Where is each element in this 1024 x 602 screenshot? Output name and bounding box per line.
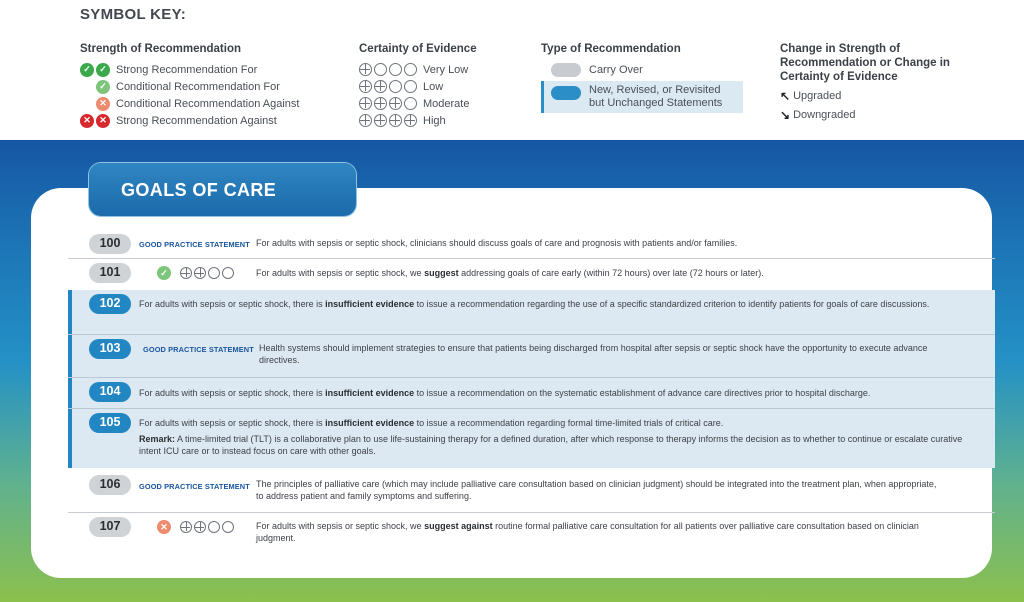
certainty-circles-icon <box>359 97 417 110</box>
strength-key-item <box>80 95 299 112</box>
recommendation-row <box>68 290 995 334</box>
check-icon: ✓ <box>80 63 94 77</box>
strength-label: Strong Recommendation For <box>116 63 258 76</box>
recommendation-number: 104 <box>89 382 131 402</box>
recommendation-number: 105 <box>89 413 131 433</box>
recommendation-text: For adults with sepsis or septic shock, there is insufficient evidence to issue a recommendation on the systematic establishment of advance care directives prior to hospital discharge. <box>139 388 871 398</box>
upgraded-label: Upgraded <box>793 89 842 102</box>
section-tab <box>89 163 356 216</box>
certainty-key-item <box>359 112 477 129</box>
recommendation-row <box>68 516 995 550</box>
symbol-key <box>0 0 1024 140</box>
type-heading: Type of Recommendation <box>541 43 681 55</box>
good-practice-label: GOOD PRACTICE STATEMENT <box>139 482 250 491</box>
certainty-key <box>359 42 477 129</box>
recommendation-row <box>68 262 995 286</box>
certainty-circles-icon <box>180 521 234 533</box>
section-title: GOALS OF CARE <box>121 180 277 200</box>
recommendation-text: For adults with sepsis or septic shock, there is insufficient evidence to issue a recommendation regarding formal time-limited trials of critical care. <box>139 418 724 428</box>
row-divider <box>68 258 995 259</box>
change-key <box>780 42 970 123</box>
upgraded-item <box>780 87 970 104</box>
recommendation-number: 102 <box>89 294 131 314</box>
carry-over-swatch <box>551 63 581 77</box>
certainty-circles-icon <box>359 63 417 76</box>
certainty-heading: Certainty of Evidence <box>359 43 477 55</box>
recommendation-number: 107 <box>89 517 131 537</box>
remark-text: Remark: A time-limited trial (TLT) is a collaborative plan to use life-sustaining therapy for a defined duration, after which response to therapy informs the decision as to whether to continue or escalate curative intent ICU care or to instead focus on care with other goals. <box>139 434 963 456</box>
x-icon: ✕ <box>80 114 94 128</box>
new-revised-item <box>541 81 743 113</box>
x-icon: ✕ <box>96 114 110 128</box>
recommendation-row <box>68 474 995 510</box>
row-divider <box>68 512 995 513</box>
certainty-circles-icon <box>359 80 417 93</box>
recommendation-number: 101 <box>89 263 131 283</box>
new-revised-swatch <box>551 86 581 100</box>
strength-label: Conditional Recommendation For <box>116 80 280 93</box>
recommendation-row <box>68 409 995 468</box>
x-icon: ✕ <box>157 520 171 534</box>
downgraded-arrow-icon: ↘ <box>780 107 791 122</box>
recommendation-row <box>68 232 995 256</box>
certainty-label: Moderate <box>423 97 470 110</box>
recommendation-number: 106 <box>89 475 131 495</box>
type-key <box>541 42 743 113</box>
strength-key-item <box>80 78 299 95</box>
recommendation-text: For adults with sepsis or septic shock, we suggest addressing goals of care early (within 72 hours) over late (72 hours or later). <box>256 268 764 278</box>
strength-heading: Strength of Recommendation <box>80 43 242 55</box>
symbol-key-title: SYMBOL KEY: <box>80 6 187 23</box>
recommendation-text: The principles of palliative care (which may include palliative care consultation based on clinician judgment) should be integrated into the treatment plan, when appropriate, to address patient and family symptoms and suffering. <box>256 479 937 501</box>
check-icon: ✓ <box>96 80 110 94</box>
recommendation-row <box>68 378 995 408</box>
certainty-key-item <box>359 95 477 112</box>
change-heading: Change in Strength of Recommendation or Change in Certainty of Evidence <box>780 43 950 83</box>
certainty-circles-icon <box>180 267 234 279</box>
recommendation-number: 100 <box>89 234 131 254</box>
good-practice-label: GOOD PRACTICE STATEMENT <box>143 345 254 354</box>
recommendation-text: For adults with sepsis or septic shock, we suggest against routine formal palliative care consultation for all patients over palliative care consultation based on clinician judgment. <box>256 521 919 543</box>
downgraded-item <box>780 106 970 123</box>
strength-key <box>80 42 299 129</box>
certainty-label: High <box>423 114 446 127</box>
recommendation-text: For adults with sepsis or septic shock, there is insufficient evidence to issue a recommendation regarding the use of a specific standardized criterion to identify patients for goals of care discussions. <box>139 299 930 309</box>
strength-label: Strong Recommendation Against <box>116 114 277 127</box>
strength-key-item <box>80 61 299 78</box>
new-revised-label: New, Revised, or Revisited but Unchanged Statements <box>589 84 723 109</box>
certainty-circles-icon <box>359 114 417 127</box>
recommendation-text: Health systems should implement strategies to ensure that patients being discharged from hospital after sepsis or septic shock have the opportunity to execute advance directives. <box>259 343 928 365</box>
certainty-label: Low <box>423 80 444 93</box>
carry-over-label: Carry Over <box>589 63 643 76</box>
certainty-key-item <box>359 61 477 78</box>
good-practice-label: GOOD PRACTICE STATEMENT <box>139 240 250 249</box>
recommendation-row <box>68 335 995 377</box>
carry-over-item <box>551 61 743 78</box>
strength-label: Conditional Recommendation Against <box>116 97 300 110</box>
check-icon: ✓ <box>96 63 110 77</box>
certainty-label: Very Low <box>423 63 469 76</box>
x-icon: ✕ <box>96 97 110 111</box>
upgraded-arrow-icon: ↖ <box>780 88 791 103</box>
recommendation-text: For adults with sepsis or septic shock, clinicians should discuss goals of care and prognosis with patients and/or families. <box>256 238 738 248</box>
check-icon: ✓ <box>157 266 171 280</box>
certainty-key-item <box>359 78 477 95</box>
recommendation-number: 103 <box>89 339 131 359</box>
downgraded-label: Downgraded <box>793 108 856 121</box>
strength-key-item <box>80 112 299 129</box>
